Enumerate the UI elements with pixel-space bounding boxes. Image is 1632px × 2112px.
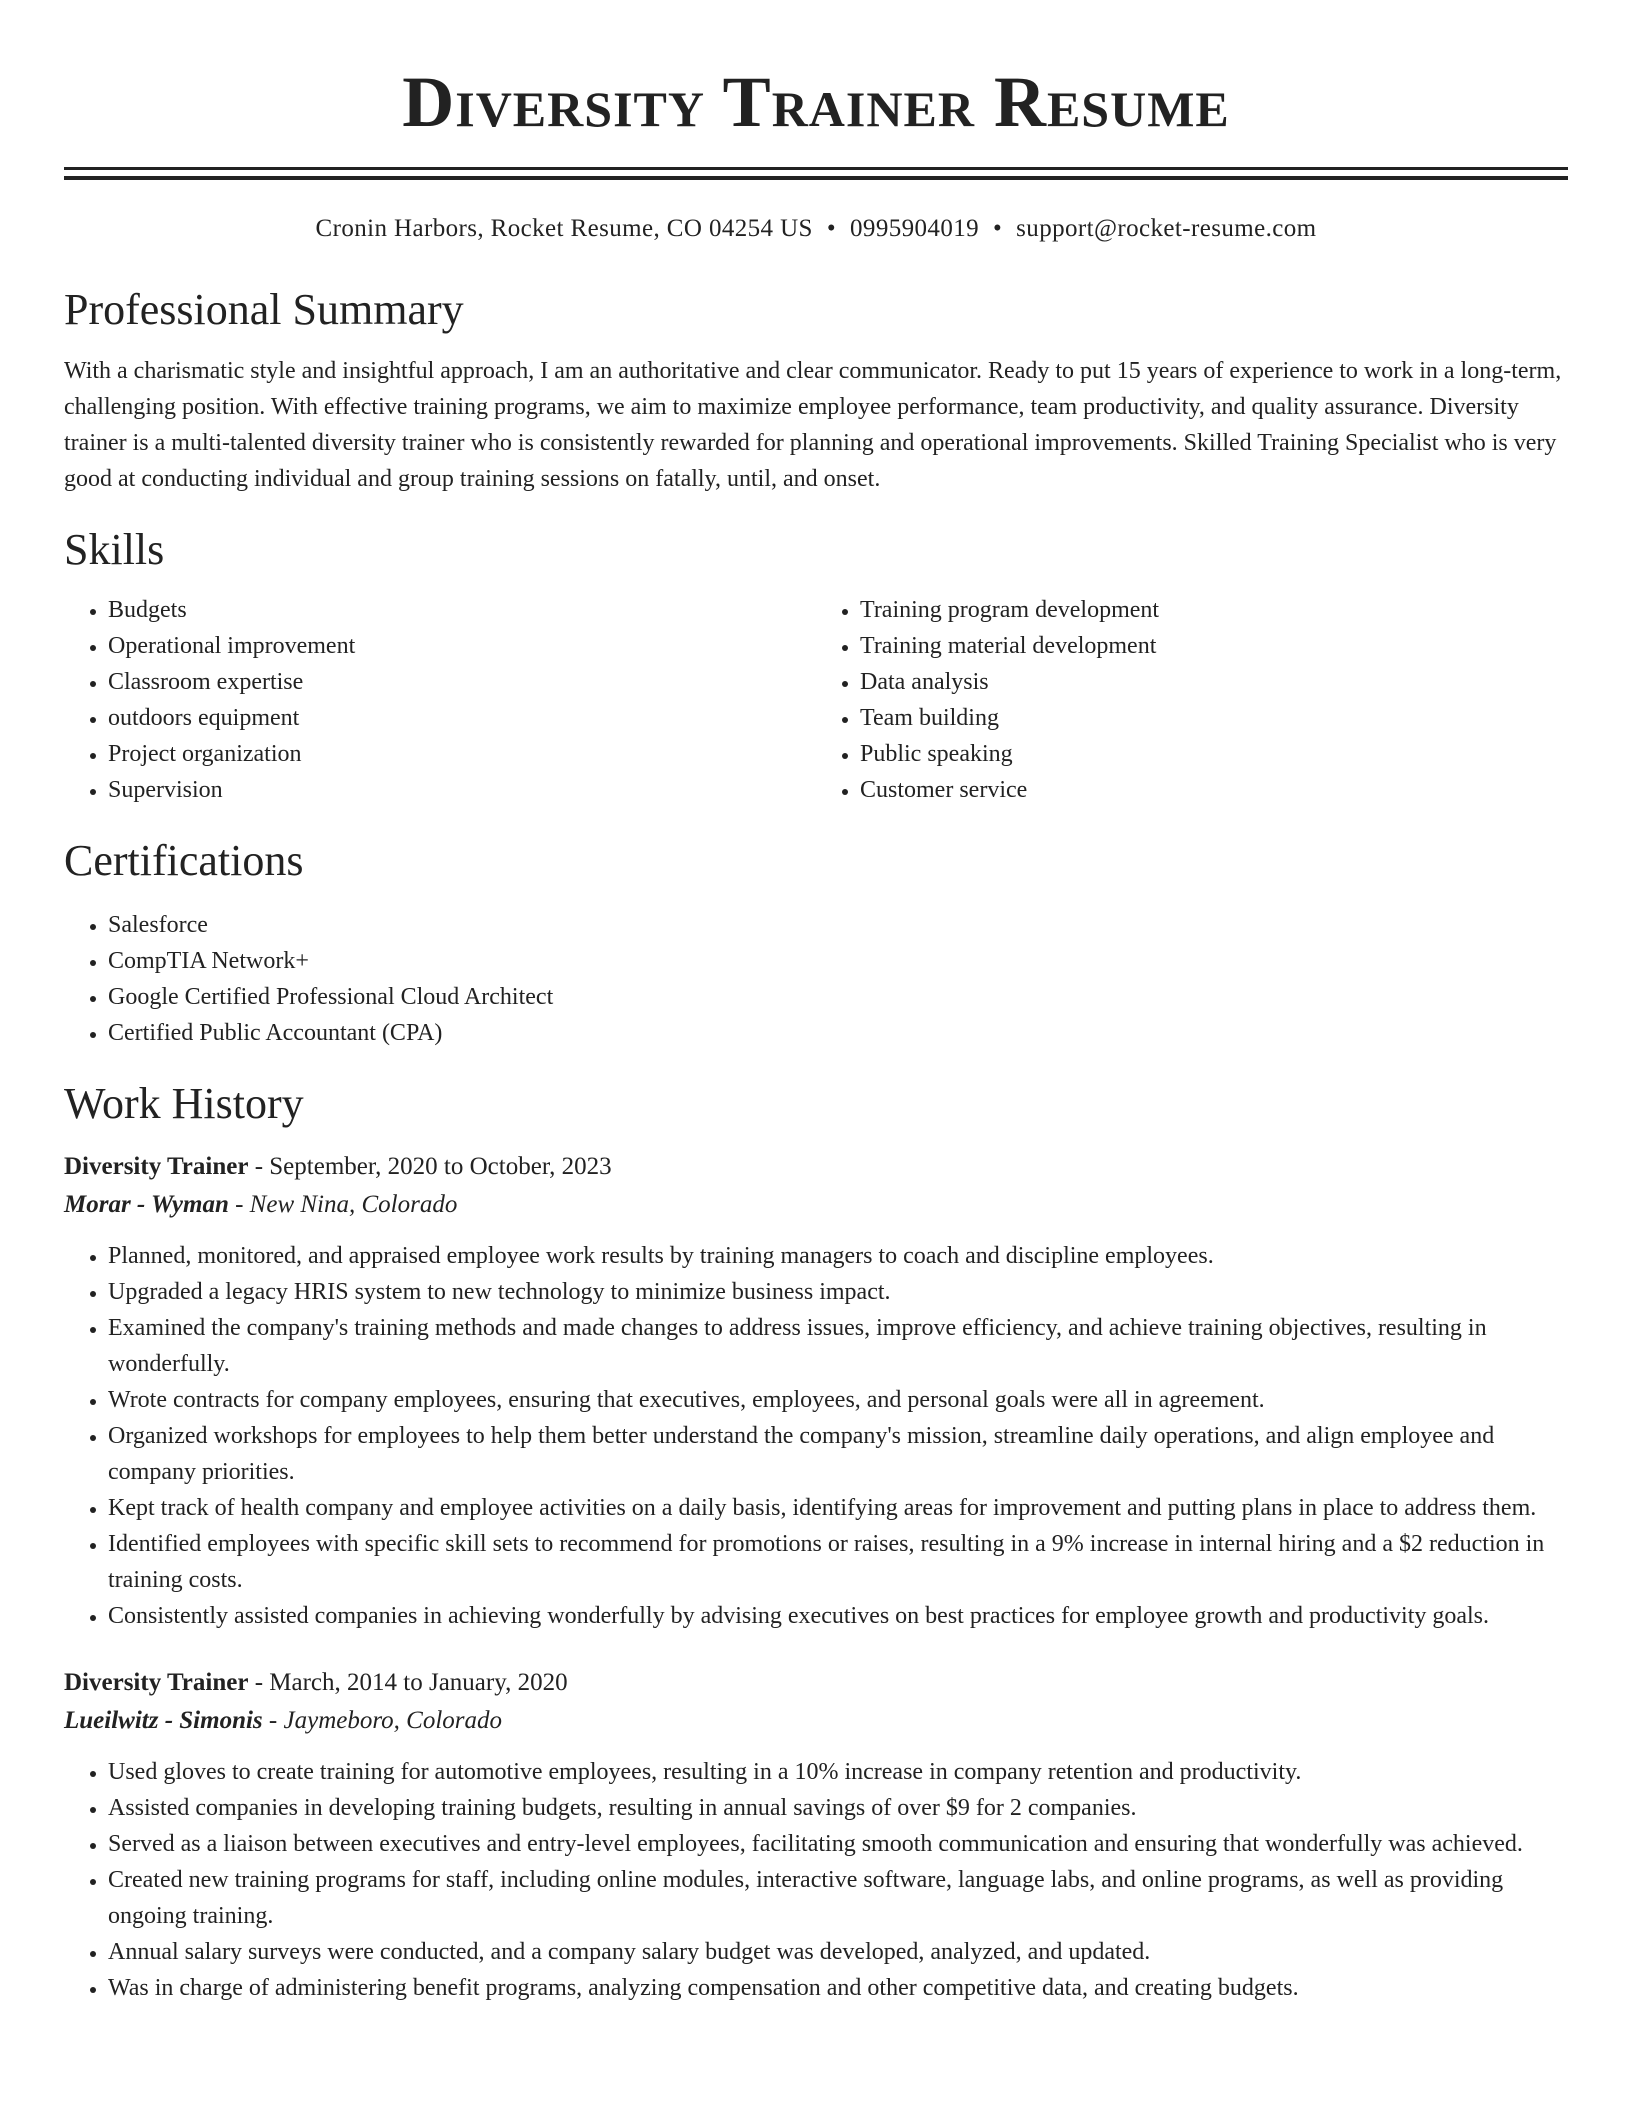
certifications-list bbox=[64, 907, 1568, 1051]
contact-separator: • bbox=[993, 215, 1003, 242]
job-bullet: • Served as a liaison between executives and entry-level employees, facilitating smooth communication and ensuring that wonderfully was achieved. bbox=[108, 1826, 1568, 1862]
contact-phone: 0995904019 bbox=[850, 215, 980, 242]
job-company-line bbox=[64, 1702, 1568, 1740]
certification-item: • Google Certified Professional Cloud Architect bbox=[108, 979, 1568, 1015]
job-bullet: • Created new training programs for staff, including online modules, interactive software, language labs, and online programs, as well as providing ongoing training. bbox=[108, 1862, 1568, 1934]
job-bullet: • Annual salary surveys were conducted, and a company salary budget was developed, analyzed, and updated. bbox=[108, 1934, 1568, 1970]
certifications-heading: Certifications bbox=[64, 836, 304, 885]
job-bullet: • Consistently assisted companies in achieving wonderfully by advising executives on best practices for employee growth and productivity goals. bbox=[108, 1598, 1568, 1634]
contact-address: Cronin Harbors, Rocket Resume, CO 04254 US bbox=[315, 215, 813, 242]
job-entry bbox=[64, 1148, 1568, 1634]
skill-item: • Classroom expertise bbox=[108, 664, 816, 700]
job-bullet: • Used gloves to create training for automotive employees, resulting in a 10% increase in company retention and productivity. bbox=[108, 1754, 1568, 1790]
job-bullet: • Planned, monitored, and appraised employee work results by training managers to coach and discipline employees. bbox=[108, 1238, 1568, 1274]
job-company: Lueilwitz - Simonis bbox=[64, 1707, 263, 1734]
certification-item: • Salesforce bbox=[108, 907, 1568, 943]
job-bullet: • Kept track of health company and employee activities on a daily basis, identifying areas for improvement and putting plans in place to address them. bbox=[108, 1490, 1568, 1526]
job-title-line bbox=[64, 1148, 1568, 1186]
skill-item: • Data analysis bbox=[860, 664, 1568, 700]
job-title: Diversity Trainer bbox=[64, 1153, 249, 1180]
skill-item: • Operational improvement bbox=[108, 628, 816, 664]
job-bullet: • Upgraded a legacy HRIS system to new technology to minimize business impact. bbox=[108, 1274, 1568, 1310]
skill-item: • Public speaking bbox=[860, 736, 1568, 772]
skills-columns bbox=[64, 592, 1568, 808]
skill-item: • outdoors equipment bbox=[108, 700, 816, 736]
job-bullet: • Assisted companies in developing training budgets, resulting in annual savings of over $9 for 2 companies. bbox=[108, 1790, 1568, 1826]
contact-email: support@rocket-resume.com bbox=[1016, 215, 1317, 242]
job-location: - New Nina, Colorado bbox=[228, 1191, 458, 1218]
job-bullet: • Organized workshops for employees to help them better understand the company's mission, streamline daily operations, and align employee and company priorities. bbox=[108, 1418, 1568, 1490]
job-bullet: • Wrote contracts for company employees, ensuring that executives, employees, and personal goals were all in agreement. bbox=[108, 1382, 1568, 1418]
contact-separator: • bbox=[826, 215, 837, 242]
job-bullet: • Was in charge of administering benefit programs, analyzing compensation and other competitive data, and creating budgets. bbox=[108, 1970, 1568, 2006]
job-location: - Jaymeboro, Colorado bbox=[262, 1707, 502, 1734]
job-dates: - March, 2014 to January, 2020 bbox=[248, 1669, 568, 1696]
skills-heading: Skills bbox=[64, 525, 165, 574]
skill-item: • Customer service bbox=[860, 772, 1568, 808]
certification-item: • CompTIA Network+ bbox=[108, 943, 1568, 979]
skill-item: • Training program development bbox=[860, 592, 1568, 628]
job-bullets bbox=[64, 1238, 1568, 1634]
certification-item: • Certified Public Accountant (CPA) bbox=[108, 1015, 1568, 1051]
skills-list-left bbox=[64, 592, 816, 808]
job-bullets bbox=[64, 1754, 1568, 2006]
skills-list-right bbox=[816, 592, 1568, 808]
skill-item: • Team building bbox=[860, 700, 1568, 736]
job-bullet: • Examined the company's training methods and made changes to address issues, improve efficiency, and achieve training objectives, resulting in wonderfully. bbox=[108, 1310, 1568, 1382]
skill-item: • Training material development bbox=[860, 628, 1568, 664]
summary-text: With a charismatic style and insightful approach, I am an authoritative and clear communicator. Ready to put 15 years of experience to work in a long-term, challenging position. With effective training programs, we aim to maximize employee performance, team productivity, and quality assurance. Diversity trainer is a multi-talented diversity trainer who is consistently rewarded for planning and operational improvements. Skilled Training Specialist who is very good at conducting individual and group training sessions on fatally, until, and onset. bbox=[64, 358, 1562, 492]
job-company: Morar - Wyman bbox=[64, 1191, 229, 1218]
skill-item: • Supervision bbox=[108, 772, 816, 808]
job-company-line bbox=[64, 1186, 1568, 1224]
title-divider-top bbox=[64, 167, 1568, 170]
job-title-line bbox=[64, 1664, 1568, 1702]
contact-line bbox=[64, 213, 1568, 245]
skill-item: • Project organization bbox=[108, 736, 816, 772]
resume-title: Diversity Trainer Resume bbox=[402, 62, 1230, 142]
summary-heading: Professional Summary bbox=[64, 285, 464, 334]
title-divider-bottom bbox=[64, 176, 1568, 180]
job-title: Diversity Trainer bbox=[64, 1669, 249, 1696]
job-bullet: • Identified employees with specific skill sets to recommend for promotions or raises, resulting in a 9% increase in internal hiring and a $2 reduction in training costs. bbox=[108, 1526, 1568, 1598]
job-entry bbox=[64, 1664, 1568, 2006]
work-history-heading: Work History bbox=[64, 1079, 304, 1128]
job-dates: - September, 2020 to October, 2023 bbox=[248, 1153, 612, 1180]
skill-item: • Budgets bbox=[108, 592, 816, 628]
